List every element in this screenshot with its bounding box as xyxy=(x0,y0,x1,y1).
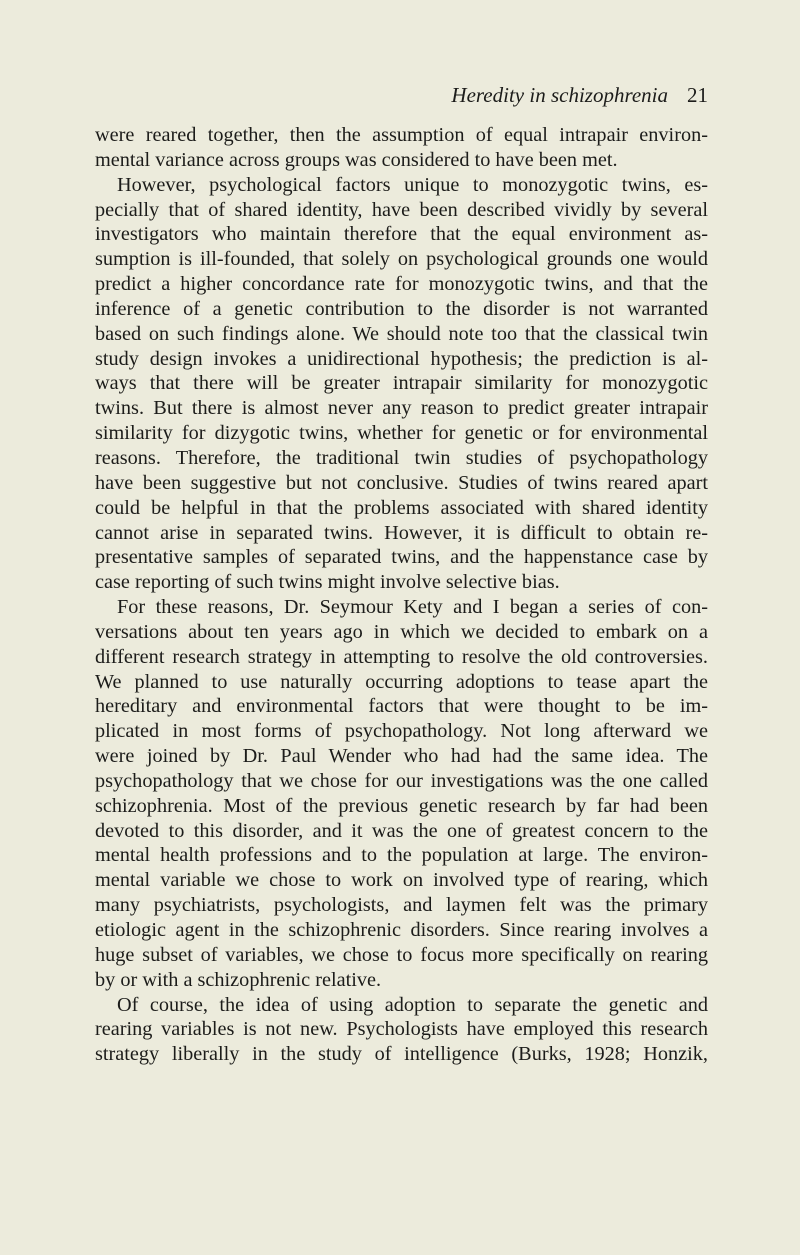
text-line: by or with a schizophrenic relative. xyxy=(95,968,382,991)
text-line: were reared together, then the assumption of equal intrapair environ- xyxy=(95,124,708,146)
text-line: mental health professions and to the population at large. The environ- xyxy=(95,844,708,867)
text-line: plicated in most forms of psychopathology. Not long afterward we xyxy=(95,720,708,743)
text-line: could be helpful in that the problems associated with shared identity xyxy=(95,496,708,519)
text-line: twins. But there is almost never any reason to predict greater intrapair xyxy=(95,397,708,420)
text-line: ways that there will be greater intrapair similarity for monozygotic xyxy=(95,372,708,395)
text-line: schizophrenia. Most of the previous genetic research by far had been xyxy=(95,794,708,817)
text-line: However, psychological factors unique to monozygotic twins, es- xyxy=(117,173,708,196)
text-line: similarity for dizygotic twins, whether for genetic or for environmental xyxy=(95,422,708,445)
text-line: many psychiatrists, psychologists, and laymen felt was the primary xyxy=(95,894,708,917)
text-line: study design invokes a unidirectional hypothesis; the prediction is al- xyxy=(95,347,708,370)
text-line: different research strategy in attempting to resolve the old controversies. xyxy=(95,645,708,668)
text-line: were joined by Dr. Paul Wender who had had the same idea. The xyxy=(95,745,708,768)
text-line: cannot arise in separated twins. However, it is difficult to obtain re- xyxy=(95,521,708,544)
text-line: devoted to this disorder, and it was the one of greatest concern to the xyxy=(95,819,708,842)
text-line: predict a higher concordance rate for monozygotic twins, and that the xyxy=(95,273,708,296)
text-line: sumption is ill-founded, that solely on psychological grounds one would xyxy=(95,248,708,271)
text-line: hereditary and environmental factors that were thought to be im- xyxy=(95,695,708,718)
text-line: psychopathology that we chose for our investigations was the one called xyxy=(95,769,708,792)
text-line: investigators who maintain therefore that the equal environment as- xyxy=(95,223,708,246)
body-text xyxy=(95,123,708,1067)
text-line: versations about ten years ago in which we decided to embark on a xyxy=(95,620,708,643)
text-line: huge subset of variables, we chose to focus more specifically on rearing xyxy=(95,943,708,966)
text-line: have been suggestive but not conclusive. Studies of twins reared apart xyxy=(95,471,708,494)
text-line: mental variable we chose to work on involved type of rearing, which xyxy=(95,869,708,892)
text-line: rearing variables is not new. Psychologists have employed this research xyxy=(95,1018,708,1041)
text-line: etiologic agent in the schizophrenic disorders. Since rearing involves a xyxy=(95,919,708,941)
text-line: For these reasons, Dr. Seymour Kety and I began a series of con- xyxy=(117,596,708,619)
text-line: case reporting of such twins might involve selective bias. xyxy=(95,571,560,594)
text-line: mental variance across groups was considered to have been met. xyxy=(95,148,618,171)
running-header xyxy=(95,83,708,111)
text-line: Of course, the idea of using adoption to separate the genetic and xyxy=(117,993,708,1016)
text-line: inference of a genetic contribution to the disorder is not warranted xyxy=(95,297,708,320)
text-line: strategy liberally in the study of intelligence (Burks, 1928; Honzik, xyxy=(95,1043,708,1066)
text-line: reasons. Therefore, the traditional twin studies of psychopathology xyxy=(95,446,708,469)
text-line: presentative samples of separated twins, and the happenstance case by xyxy=(95,546,708,569)
text-line: We planned to use naturally occurring adoptions to tease apart the xyxy=(95,670,708,693)
running-title: Heredity in schizophrenia xyxy=(451,83,668,107)
page-number: 21 xyxy=(687,83,708,107)
text-line: pecially that of shared identity, have been described vividly by several xyxy=(95,198,708,221)
text-line: based on such findings alone. We should note too that the classical twin xyxy=(95,322,708,345)
